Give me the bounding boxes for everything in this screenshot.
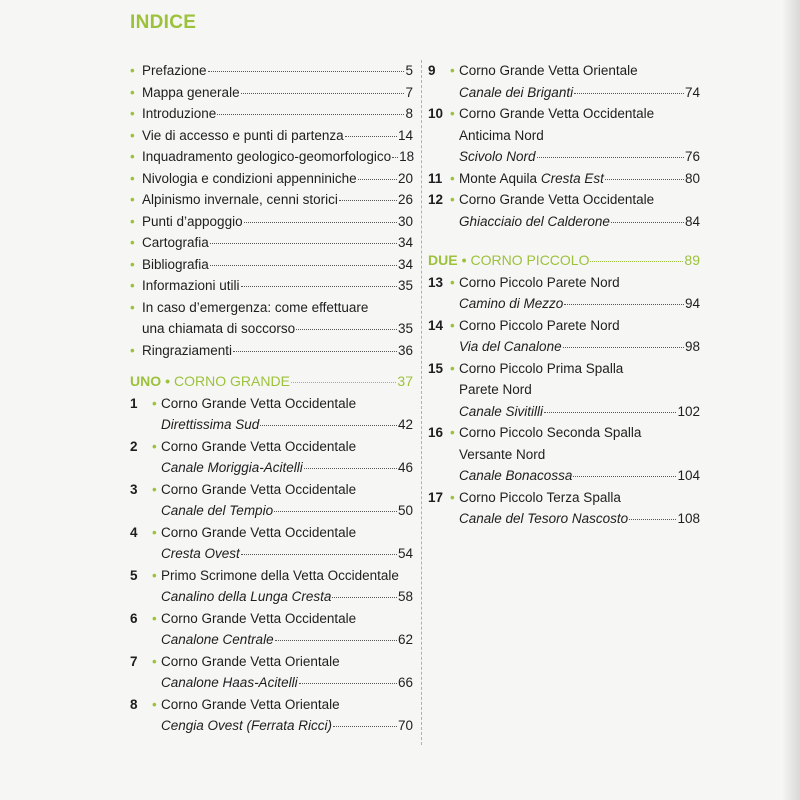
index-title: INDICE [130, 12, 197, 33]
toc-row [130, 436, 413, 458]
toc-row [428, 103, 700, 125]
bullet-icon: • [130, 213, 135, 229]
toc-row [130, 457, 413, 479]
route-name: Camino di Mezzo [459, 296, 564, 311]
dot-leader [573, 476, 676, 477]
section-page-number: 89 [684, 252, 700, 268]
toc-row [130, 103, 413, 125]
section-prefix: DUE [428, 252, 458, 268]
toc-entry-label: Informazioni utili [142, 278, 240, 293]
route-number: 15 [428, 360, 444, 376]
route-peak: Corno Grande Vetta Occidentale [161, 481, 357, 497]
toc-page-number: 35 [397, 278, 413, 293]
toc-entry-label: In caso d’emergenza: come effettuare [142, 299, 369, 315]
bullet-icon: • [130, 127, 135, 143]
route-number: 2 [130, 438, 138, 454]
dot-leader [345, 136, 397, 137]
route-name: Canale del Tempio [161, 503, 274, 518]
route-number: 12 [428, 192, 444, 207]
toc-page-number: 36 [397, 342, 413, 358]
toc-entry-label: Alpinismo invernale, cenni storici [142, 192, 338, 207]
route-page-number: 42 [397, 417, 413, 432]
route-page-number: 104 [677, 468, 700, 483]
toc-row [428, 315, 700, 337]
route-peak: Corno Piccolo Parete Nord [459, 317, 620, 333]
route-page-number: 58 [397, 589, 413, 604]
dot-leader [274, 511, 397, 512]
route-peak: Corno Grande Vetta Occidentale [161, 524, 357, 540]
toc-row [428, 422, 700, 444]
toc-right-column [428, 60, 700, 530]
route-name: Canalone Haas-Acitelli [161, 675, 298, 690]
dot-leader [358, 179, 397, 180]
dot-leader [574, 93, 684, 94]
intro-list [130, 60, 413, 361]
toc-row [428, 250, 700, 272]
bullet-icon: • [450, 63, 455, 78]
dot-leader [544, 412, 676, 413]
page-edge-shadow [782, 0, 800, 800]
toc-row [130, 232, 413, 254]
route-number: 9 [428, 63, 436, 78]
route-number: 6 [130, 610, 138, 626]
route-peak: Primo Scrimone della Vetta Occidentale [161, 567, 399, 583]
route-page-number: 50 [397, 503, 413, 518]
section-due [428, 250, 700, 272]
route-page-number: 108 [677, 511, 700, 526]
dot-leader [208, 71, 405, 72]
dot-leader [333, 726, 397, 727]
toc-entry-label: Vie di accesso e punti di partenza [142, 127, 344, 143]
bullet-icon: • [152, 610, 157, 626]
dot-leader [241, 93, 405, 94]
bullet-icon: • [450, 489, 455, 505]
route-number: 14 [428, 317, 444, 333]
toc-row [428, 358, 700, 380]
toc-row [130, 125, 413, 147]
toc-row [130, 522, 413, 544]
route-name: Via del Canalone [459, 339, 562, 354]
toc-entry-label: Mappa generale [142, 84, 240, 100]
section-uno [130, 371, 413, 393]
route-peak: Corno Piccolo Prima Spalla [459, 360, 624, 376]
toc-entry-label: Nivologia e condizioni appenniniche [142, 170, 357, 186]
dot-leader [275, 640, 397, 641]
route-page-number: 74 [684, 84, 700, 100]
toc-row [130, 275, 413, 297]
bullet-icon: • [152, 438, 157, 454]
section-name: CORNO PICCOLO [470, 252, 590, 268]
toc-page-number: 30 [397, 213, 413, 229]
route-name: Canale Moriggia-Acitelli [161, 460, 303, 475]
route-page-number: 46 [397, 460, 413, 475]
toc-row [130, 629, 413, 651]
toc-row [130, 543, 413, 565]
bullet-icon: • [152, 481, 157, 497]
dot-leader [233, 351, 397, 352]
section-bullet-icon: • [461, 252, 467, 268]
toc-row [428, 125, 700, 147]
toc-row [428, 82, 700, 104]
toc-entry-label: Prefazione [142, 63, 207, 78]
column-divider [421, 60, 422, 745]
dot-leader [260, 425, 397, 426]
toc-page-number: 7 [405, 84, 413, 100]
toc-entry-label: Punti d’appoggio [142, 213, 243, 229]
bullet-icon: • [130, 299, 135, 315]
toc-row [130, 393, 413, 415]
bullet-icon: • [130, 278, 135, 293]
toc-row [130, 586, 413, 608]
toc-row [428, 465, 700, 487]
route-name: Cresta Ovest [161, 546, 240, 561]
bullet-icon: • [450, 425, 455, 440]
bullet-icon: • [450, 106, 455, 121]
route-page-number: 84 [684, 213, 700, 229]
toc-page-number: 20 [397, 170, 413, 186]
route-number: 17 [428, 489, 444, 505]
toc-row [130, 82, 413, 104]
route-number: 11 [428, 170, 443, 186]
bullet-icon: • [130, 63, 135, 78]
route-number: 5 [130, 567, 138, 583]
route-name: Canale Bonacossa [459, 468, 573, 483]
toc-row [130, 254, 413, 276]
toc-row [130, 694, 413, 716]
bullet-icon: • [130, 235, 135, 250]
bullet-icon: • [152, 653, 157, 669]
route-name: Canalone Centrale [161, 632, 274, 647]
toc-row [428, 401, 700, 423]
toc-page-number: 18 [399, 149, 415, 164]
toc-row [428, 272, 700, 294]
toc-row [130, 146, 413, 168]
route-peak: Corno Grande Vetta Orientale [459, 63, 638, 78]
route-peak: Corno Grande Vetta Occidentale [161, 438, 357, 454]
routes-left-list [130, 393, 413, 737]
toc-entry-label: Ringraziamenti [142, 342, 233, 358]
routes-right-list-a [428, 60, 700, 232]
route-peak: Corno Grande Vetta Occidentale [161, 395, 357, 411]
route-number: 16 [428, 425, 444, 440]
route-page-number: 94 [684, 296, 700, 311]
toc-page-number: 14 [397, 127, 413, 143]
bullet-icon: • [130, 192, 135, 207]
toc-entry-label: Bibliografia [142, 256, 209, 272]
dot-leader [629, 519, 676, 520]
bullet-icon: • [450, 192, 455, 207]
toc-row [428, 146, 700, 168]
route-page-number: 54 [397, 546, 413, 561]
route-peak: Corno Grande Vetta Orientale [161, 696, 340, 712]
route-name: Canale del Tesoro Nascosto [459, 511, 629, 526]
route-number: 8 [130, 696, 138, 712]
dot-leader [210, 265, 397, 266]
route-page-number: 70 [397, 718, 413, 733]
route-name: Scivolo Nord [459, 149, 536, 164]
dot-leader [564, 304, 684, 305]
dot-leader [210, 243, 397, 244]
route-number: 3 [130, 481, 138, 497]
dot-leader [590, 261, 683, 262]
toc-entry-label: Inquadramento geologico-geomorfologico [142, 149, 392, 164]
bullet-icon: • [130, 342, 135, 358]
toc-row [428, 379, 700, 401]
toc-row [130, 500, 413, 522]
bullet-icon: • [152, 567, 157, 583]
toc-row [428, 336, 700, 358]
route-number: 7 [130, 653, 138, 669]
toc-row [428, 211, 700, 233]
toc-entry-label: una chiamata di soccorso [142, 321, 296, 336]
section-page-number: 37 [397, 373, 413, 389]
toc-row [130, 672, 413, 694]
route-page-number: 66 [397, 675, 413, 690]
toc-row [130, 168, 413, 190]
bullet-icon: • [130, 106, 135, 121]
dot-leader [291, 382, 396, 383]
toc-page-number: 34 [397, 235, 413, 250]
toc-row [130, 340, 413, 362]
toc-row [130, 371, 413, 393]
bullet-icon: • [450, 317, 455, 333]
routes-right-list-b [428, 272, 700, 530]
bullet-icon: • [152, 395, 157, 411]
section-prefix: UNO [130, 373, 162, 389]
toc-row [428, 168, 700, 190]
toc-row [130, 297, 413, 319]
section-name: CORNO GRANDE [174, 373, 290, 389]
toc-row [428, 189, 700, 211]
toc-row [428, 444, 700, 466]
toc-page-number: 34 [397, 256, 413, 272]
toc-row [428, 60, 700, 82]
toc-row [130, 651, 413, 673]
toc-row [130, 608, 413, 630]
section-heading [428, 250, 589, 272]
toc-row [130, 479, 413, 501]
dot-leader [605, 179, 684, 180]
route-page-number: 80 [684, 170, 700, 186]
toc-row [130, 189, 413, 211]
bullet-icon: • [130, 256, 135, 272]
route-page-number: 76 [684, 149, 700, 164]
route-name: Canalino della Lunga Cresta [161, 589, 332, 604]
route-peak: Corno Piccolo Parete Nord [459, 274, 620, 290]
bullet-icon: • [450, 274, 455, 290]
toc-row [130, 715, 413, 737]
bullet-icon: • [130, 149, 135, 164]
route-peak: Corno Grande Vetta Occidentale [459, 106, 655, 121]
route-page-number: 98 [684, 339, 700, 354]
section-heading [130, 371, 290, 393]
route-number: 4 [130, 524, 138, 540]
route-peak: Monte Aquila [459, 170, 538, 186]
dot-leader [241, 286, 397, 287]
toc-row [428, 487, 700, 509]
dot-leader [339, 200, 397, 201]
toc-row [428, 293, 700, 315]
toc-row [428, 508, 700, 530]
bullet-icon: • [152, 524, 157, 540]
route-name: Direttissima Sud [161, 417, 260, 432]
bullet-icon: • [130, 170, 135, 186]
route-peak: Corno Piccolo Terza Spalla [459, 489, 621, 505]
dot-leader [299, 683, 397, 684]
route-peak-line2: Anticima Nord [459, 127, 544, 143]
route-number: 1 [130, 395, 138, 411]
dot-leader [537, 157, 684, 158]
dot-leader [304, 468, 397, 469]
route-name: Canale dei Briganti [459, 84, 574, 100]
route-peak-line2: Parete Nord [459, 382, 532, 397]
dot-leader [332, 597, 397, 598]
toc-page-number: 8 [405, 106, 413, 121]
dot-leader [244, 222, 397, 223]
route-name: Cengia Ovest (Ferrata Ricci) [161, 718, 333, 733]
route-name: Canale Sivitilli [459, 403, 544, 419]
toc-left-column [130, 60, 413, 737]
route-name: Cresta Est [540, 170, 604, 186]
toc-entry-label: Introduzione [142, 106, 217, 121]
dot-leader [241, 554, 397, 555]
route-peak: Corno Grande Vetta Occidentale [459, 192, 655, 207]
route-peak: Corno Grande Vetta Occidentale [161, 610, 357, 626]
route-peak-line2: Versante Nord [459, 446, 546, 462]
dot-leader [296, 329, 397, 330]
section-bullet-icon: • [165, 373, 171, 389]
bullet-icon: • [450, 360, 455, 376]
route-number: 10 [428, 106, 444, 121]
route-peak: Corno Piccolo Seconda Spalla [459, 425, 642, 440]
route-page-number: 62 [397, 632, 413, 647]
route-peak: Corno Grande Vetta Orientale [161, 653, 340, 669]
dot-leader [217, 114, 404, 115]
bullet-icon: • [152, 696, 157, 712]
toc-row [130, 211, 413, 233]
route-name: Ghiacciaio del Calderone [459, 213, 610, 229]
toc-page-number: 35 [397, 321, 413, 336]
route-number: 13 [428, 274, 444, 290]
toc-row [130, 414, 413, 436]
toc-row [130, 565, 413, 587]
dot-leader [611, 222, 684, 223]
dot-leader [392, 157, 398, 158]
toc-page-number: 5 [405, 63, 413, 78]
bullet-icon: • [130, 84, 135, 100]
route-page-number: 102 [677, 403, 700, 419]
dot-leader [563, 347, 684, 348]
toc-page-number: 26 [397, 192, 413, 207]
toc-row [130, 60, 413, 82]
bullet-icon: • [450, 170, 455, 186]
toc-entry-label: Cartografia [142, 235, 209, 250]
toc-row [130, 318, 413, 340]
